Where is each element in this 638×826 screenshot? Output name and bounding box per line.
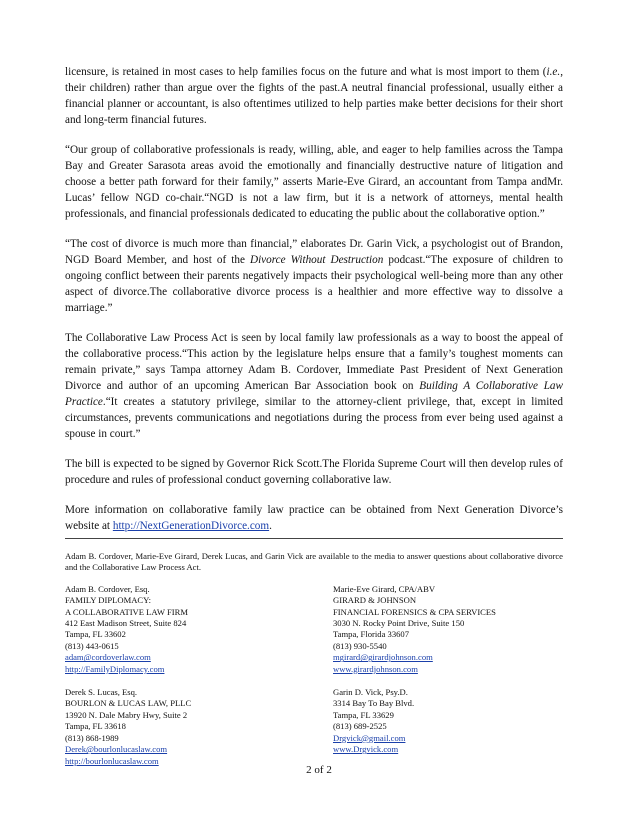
contact-block — [333, 687, 563, 767]
page-number: 2 of 2 — [306, 764, 332, 776]
paragraph-6-more-info: More information on collaborative family law practice can be obtained from Next Generation Divorce’s website at http://NextGenerationDivorce.com. — [65, 504, 563, 532]
contact-line: 13920 N. Dale Mabry Hwy, Suite 2 — [65, 709, 188, 720]
divider-rule — [65, 538, 563, 539]
paragraph-1: licensure, is retained in most cases to help families focus on the future and what is most import to them (i.e., their children) rather than argue over the fights of the past.A neutral financial professional, usually either a financial planner or accountant, is also oftentimes utilized to help parties make better decisions for their short and long-term financial futures. — [65, 66, 563, 126]
podcast-title: Divorce Without Destruction — [249, 254, 384, 266]
contact-line: 412 East Madison Street, Suite 824 — [65, 618, 187, 629]
paragraph-3-vick-quote: “The cost of divorce is much more than financial,” elaborates Dr. Garin Vick, a psychologist out of Brandon, NGD Board Member, and host of the Divorce Without Destruction podcast.“The exposure of children to ongoing conflict between their parents negatively impacts their psychological well-being more than any other aspect of divorce.The collaborative divorce process is a healthier and more effective way to dissolve a marriage.” — [65, 238, 563, 314]
contact-line: (813) 868-1989 — [65, 732, 119, 743]
contact-line: GIRARD & JOHNSON — [333, 595, 417, 606]
contact-email-link[interactable]: Derek@bourlonlucaslaw.com — [65, 744, 168, 755]
contact-line: Tampa, FL 33602 — [65, 629, 126, 640]
contact-email-link[interactable]: Drgvick@gmail.com — [333, 732, 406, 743]
media-note: Adam B. Cordover, Marie-Eve Girard, Derek Lucas, and Garin Vick are available to the media to answer questions about collaborative divorce and the Collaborative Law Process Act. — [65, 551, 563, 573]
contact-line: Marie-Eve Girard, CPA/ABV — [333, 583, 436, 594]
paragraph-2-girard-quote: “Our group of collaborative professionals is ready, willing, able, and eager to help families across the Tampa Bay and Greater Sarasota areas avoid the emotionally and financially destructive nature of litigation and choose a better path forward for their family,” asserts Marie-Eve Girard, an accountant from Tampa andMr. Lucas’ fellow NGD co-chair.“NGD is not a law firm, but it is a network of attorneys, mental health professionals, and financial professionals dedicated to educating the public about the collaborative option.” — [65, 144, 563, 220]
contact-website-link[interactable]: http://FamilyDiplomacy.com — [65, 663, 165, 674]
paragraph-5-bill: The bill is expected to be signed by Governor Rick Scott.The Florida Supreme Court will then develop rules of procedure and rules of professional conduct governing collaborative law. — [65, 458, 563, 486]
contacts-grid — [65, 584, 563, 767]
contact-line: (813) 443-0615 — [65, 640, 119, 651]
contact-line: 3030 N. Rocky Point Drive, Suite 150 — [333, 618, 465, 629]
contact-block — [333, 584, 563, 675]
contact-block — [65, 584, 333, 675]
contact-line: FINANCIAL FORENSICS & CPA SERVICES — [333, 606, 496, 617]
contact-email-link[interactable]: adam@cordoverlaw.com — [65, 652, 151, 663]
contact-block — [65, 687, 333, 767]
contact-website-link[interactable]: www.girardjohnson.com — [333, 663, 418, 674]
contact-line: A COLLABORATIVE LAW FIRM — [65, 606, 189, 617]
contact-line: (813) 689-2525 — [333, 721, 387, 732]
contact-line: Adam B. Cordover, Esq. — [65, 583, 150, 594]
book-title: Building A Collaborative Law Practice — [65, 380, 563, 408]
contact-line: FAMILY DIPLOMACY: — [65, 595, 151, 606]
document-page — [65, 64, 563, 767]
website-link[interactable]: http://NextGenerationDivorce.com — [112, 520, 270, 532]
contact-line: 3314 Bay To Bay Blvd. — [333, 698, 415, 709]
contact-email-link[interactable]: mgirard@girardjohnson.com — [333, 652, 433, 663]
paragraph-4-cordover-quote: The Collaborative Law Process Act is seen by local family law professionals as a way to boost the appeal of the collaborative process.“This action by the legislature helps ensure that a family’s toughest moments can remain private,” says Tampa attorney Adam B. Cordover, Immediate Past President of Next Generation Divorce and author of an upcoming American Bar Association book on Building A Collaborative Law Practice.“It creates a statutory privilege, similar to the attorney-client privilege, that, except in limited circumstances, prevents communications and negotiations during the process from ever being used against a spouse in court.” — [65, 332, 563, 440]
contact-line: Tampa, FL 33618 — [65, 721, 126, 732]
ie-italic: i.e. — [546, 66, 561, 78]
contact-line: Tampa, FL 33629 — [333, 709, 394, 720]
contact-website-link[interactable]: http://bourlonlucaslaw.com — [65, 755, 159, 766]
contact-line: Derek S. Lucas, Esq. — [65, 687, 138, 698]
contact-line: (813) 930-5540 — [333, 640, 387, 651]
contact-line: Garin D. Vick, Psy.D. — [333, 687, 408, 698]
contact-website-link[interactable]: www.Drgvick.com — [333, 744, 399, 755]
contact-line: Tampa, Florida 33607 — [333, 629, 410, 640]
contact-line: BOURLON & LUCAS LAW, PLLC — [65, 698, 192, 709]
